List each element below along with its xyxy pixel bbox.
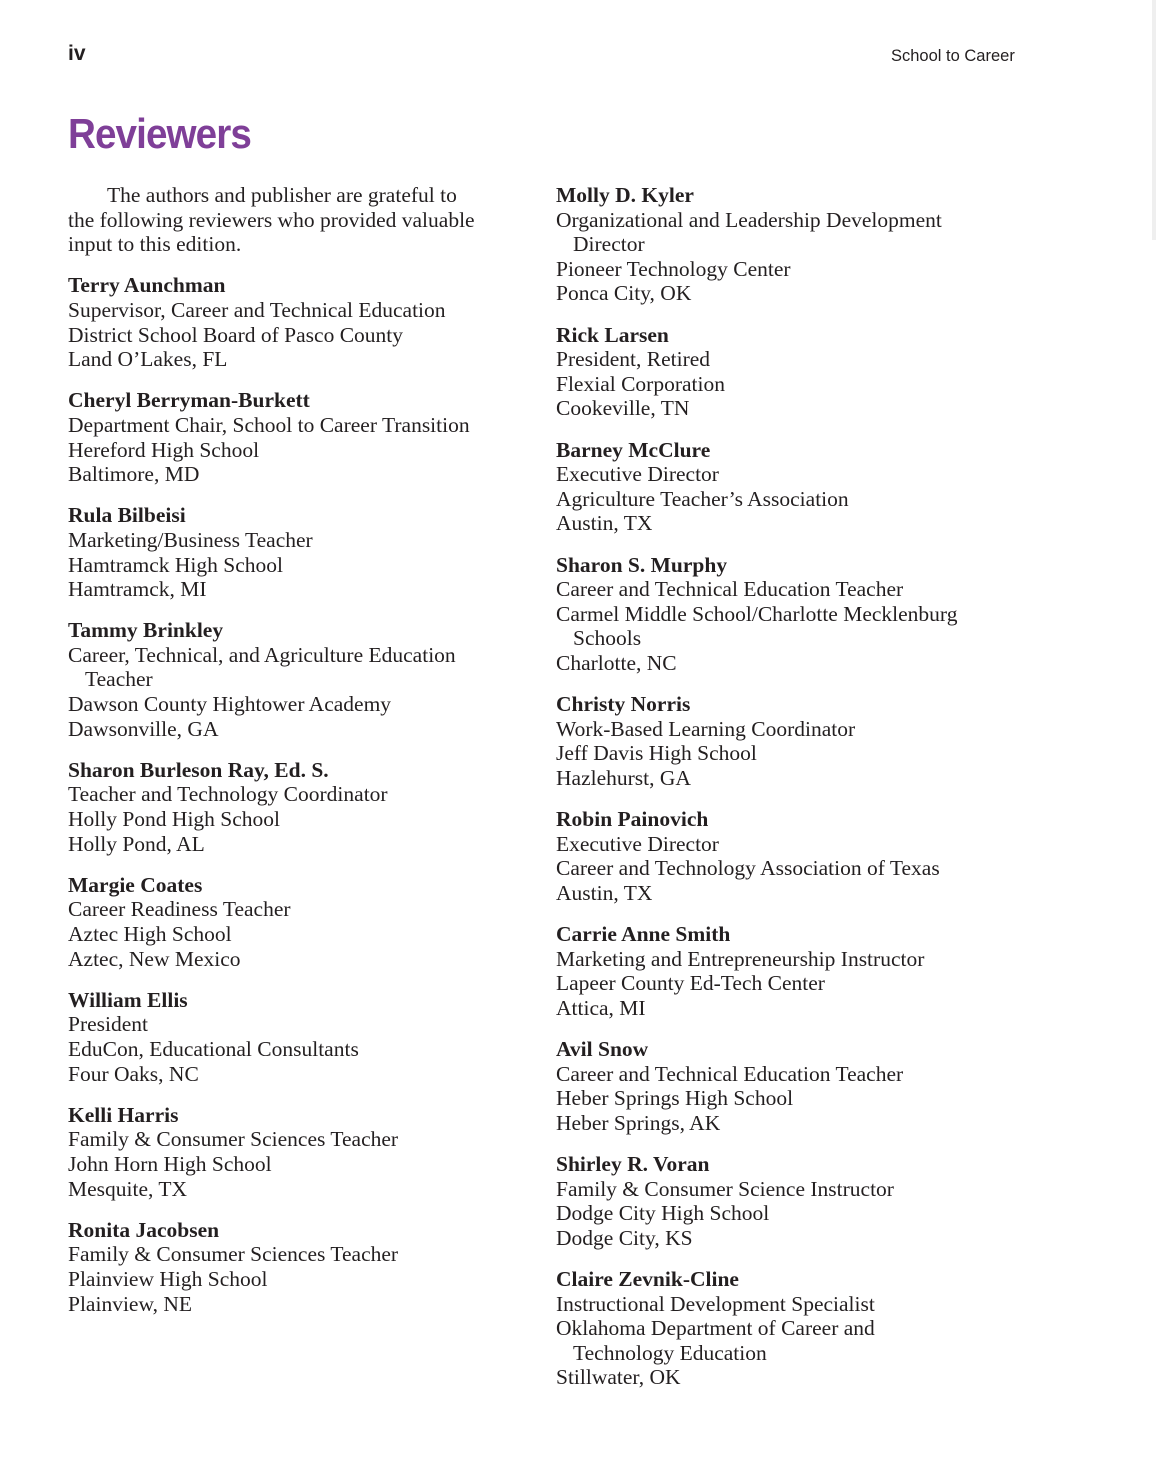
intro-line: the following reviewers who provided valuable <box>68 207 475 232</box>
reviewer-detail-line: Lapeer County Ed-Tech Center <box>556 971 825 996</box>
reviewer-detail-line: Marketing and Entrepreneurship Instructor <box>556 946 925 971</box>
reviewer-detail-line: President, Retired <box>556 347 711 372</box>
intro-line: input to this edition. <box>68 232 242 257</box>
reviewer-name: Sharon Burleson Ray, Ed. S. <box>68 757 329 782</box>
reviewer-detail-line: Hereford High School <box>68 437 260 462</box>
reviewer-detail-line: Schools <box>573 626 642 651</box>
reviewer-detail-line: Career and Technology Association of Texas <box>556 856 940 881</box>
reviewer-name: Sharon S. Murphy <box>556 552 728 577</box>
reviewer-name: Cheryl Berryman-Burkett <box>68 388 310 413</box>
reviewer-detail-line: Technology Education <box>573 1340 767 1365</box>
reviewer-entry <box>68 758 538 856</box>
reviewer-detail-line: Baltimore, MD <box>68 462 200 487</box>
reviewer-detail-line: Organizational and Leadership Development <box>556 207 942 232</box>
reviewer-detail-line: EduCon, Educational Consultants <box>68 1036 359 1061</box>
reviewer-detail-line: Department Chair, School to Career Transition <box>68 412 470 437</box>
reviewer-detail-line: Ponca City, OK <box>556 281 692 306</box>
reviewer-detail-line: Land O’Lakes, FL <box>68 347 228 372</box>
page-number: iv <box>68 42 86 65</box>
reviewer-detail-line: Marketing/Business Teacher <box>68 527 313 552</box>
reviewer-entry <box>68 1218 538 1316</box>
reviewer-detail-line: Cookeville, TN <box>556 396 690 421</box>
running-header: School to Career <box>891 47 1015 65</box>
reviewer-detail-line: Holly Pond, AL <box>68 831 205 856</box>
reviewer-entry <box>68 988 538 1086</box>
reviewer-detail-line: Aztec, New Mexico <box>68 946 241 971</box>
reviewer-detail-line: Four Oaks, NC <box>68 1061 199 1086</box>
reviewer-detail-line: Oklahoma Department of Career and <box>556 1316 875 1341</box>
reviewer-detail-line: Aztec High School <box>68 922 232 946</box>
reviewer-name: Barney McClure <box>556 437 711 462</box>
reviewer-detail-line: Executive Director <box>556 462 719 487</box>
reviewer-detail-line: Attica, MI <box>556 995 646 1020</box>
reviewer-detail-line: Plainview, NE <box>68 1291 193 1316</box>
reviewer-name: Robin Painovich <box>556 807 709 832</box>
reviewer-detail-line: Director <box>573 232 645 257</box>
intro-line: The authors and publisher are grateful to <box>107 183 457 207</box>
reviewer-entry <box>68 618 538 741</box>
reviewer-name: Ronita Jacobsen <box>68 1217 220 1242</box>
reviewer-name: Avil Snow <box>556 1036 649 1061</box>
reviewer-entry <box>68 503 538 601</box>
reviewer-detail-line: Holly Pond High School <box>68 807 281 832</box>
reviewer-detail-line: Stillwater, OK <box>556 1365 681 1390</box>
reviewer-detail-line: Family & Consumer Sciences Teacher <box>68 1242 399 1267</box>
reviewer-name: Claire Zevnik-Cline <box>556 1266 739 1291</box>
reviewer-detail-line: Flexial Corporation <box>556 371 725 396</box>
reviewer-name: Rick Larsen <box>556 322 669 347</box>
reviewer-entry <box>556 1152 1026 1250</box>
reviewer-detail-line: John Horn High School <box>68 1151 272 1176</box>
reviewer-detail-line: Career, Technical, and Agriculture Education <box>68 642 456 667</box>
reviewer-name: Molly D. Kyler <box>556 183 694 207</box>
reviewer-detail-line: Executive Director <box>556 831 719 856</box>
reviewer-name: Terry Aunchman <box>68 273 226 298</box>
reviewer-detail-line: Work-Based Learning Coordinator <box>556 716 856 741</box>
right-column <box>556 183 1026 1406</box>
reviewer-detail-line: Plainview High School <box>68 1266 268 1291</box>
reviewer-name: Shirley R. Voran <box>556 1151 710 1176</box>
reviewer-detail-line: Teacher and Technology Coordinator <box>68 782 388 807</box>
reviewer-name: Margie Coates <box>68 872 203 897</box>
reviewer-detail-line: Austin, TX <box>556 511 653 536</box>
reviewer-detail-line: Hamtramck, MI <box>68 577 207 602</box>
reviewer-detail-line: President <box>68 1012 149 1037</box>
page-title: Reviewers <box>68 110 251 157</box>
reviewer-detail-line: Jeff Davis High School <box>556 741 757 766</box>
reviewer-entry <box>556 807 1026 905</box>
reviewer-detail-line: Hamtramck High School <box>68 552 283 577</box>
reviewer-entry <box>68 873 538 971</box>
reviewer-detail-line: Heber Springs High School <box>556 1086 794 1111</box>
reviewer-detail-line: Mesquite, TX <box>68 1176 188 1201</box>
reviewer-entry <box>556 692 1026 790</box>
reviewer-name: Christy Norris <box>556 692 691 717</box>
page-edge-shadow <box>1152 0 1156 240</box>
reviewer-name: William Ellis <box>68 987 188 1012</box>
reviewer-name: Tammy Brinkley <box>68 618 224 643</box>
reviewer-detail-line: Hazlehurst, GA <box>556 765 691 790</box>
reviewer-entry <box>556 922 1026 1020</box>
reviewer-detail-line: Pioneer Technology Center <box>556 256 791 281</box>
reviewer-detail-line: Agriculture Teacher’s Association <box>556 486 849 511</box>
reviewer-detail-line: Career and Technical Education Teacher <box>556 577 904 602</box>
reviewer-detail-line: Family & Consumer Sciences Teacher <box>68 1127 399 1152</box>
reviewer-detail-line: Instructional Development Specialist <box>556 1291 875 1316</box>
reviewer-detail-line: Career Readiness Teacher <box>68 897 291 922</box>
reviewer-entry <box>68 1103 538 1201</box>
reviewer-detail-line: Supervisor, Career and Technical Education <box>68 297 446 322</box>
reviewer-entry <box>556 323 1026 421</box>
reviewer-entry <box>68 273 538 371</box>
reviewer-detail-line: Carmel Middle School/Charlotte Mecklenburg <box>556 601 958 626</box>
reviewer-entry <box>68 388 538 486</box>
reviewer-detail-line: Teacher <box>85 667 153 692</box>
reviewer-detail-line: Heber Springs, AK <box>556 1110 721 1135</box>
reviewer-name: Carrie Anne Smith <box>556 922 731 946</box>
reviewer-entry <box>556 553 1026 676</box>
reviewer-detail-line: Career and Technical Education Teacher <box>556 1061 904 1086</box>
reviewer-name: Rula Bilbeisi <box>68 503 186 528</box>
reviewer-detail-line: District School Board of Pasco County <box>68 322 404 347</box>
reviewer-name: Kelli Harris <box>68 1102 179 1127</box>
reviewer-entry <box>556 1037 1026 1135</box>
reviewer-detail-line: Dawson County Hightower Academy <box>68 692 392 717</box>
reviewer-detail-line: Dodge City, KS <box>556 1225 693 1250</box>
reviewer-detail-line: Family & Consumer Science Instructor <box>556 1176 894 1201</box>
reviewer-entry <box>556 183 1026 306</box>
reviewer-detail-line: Austin, TX <box>556 880 653 905</box>
reviewer-detail-line: Dodge City High School <box>556 1201 770 1226</box>
reviewer-entry <box>556 1267 1026 1390</box>
reviewer-detail-line: Charlotte, NC <box>556 650 677 675</box>
left-column <box>68 183 538 1333</box>
reviewer-detail-line: Dawsonville, GA <box>68 716 219 741</box>
reviewer-entry <box>556 438 1026 536</box>
intro-paragraph <box>68 183 538 257</box>
